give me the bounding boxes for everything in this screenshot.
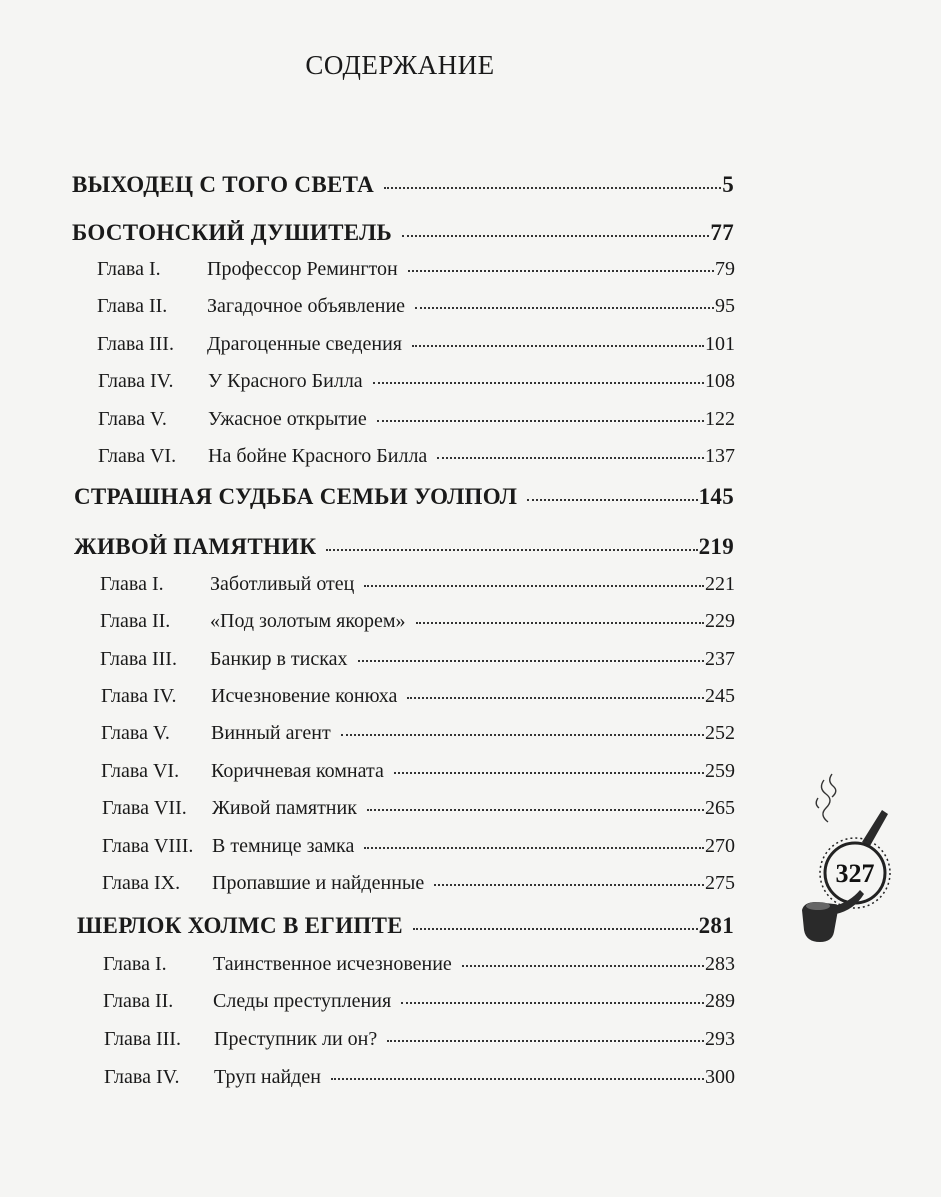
toc-chapter-entry (97, 333, 735, 356)
toc-chapter-entry (103, 990, 735, 1013)
dot-leader (326, 549, 697, 551)
toc-chapter-entry (102, 835, 735, 858)
page-number-ref: 293 (705, 1028, 735, 1050)
page-number-ref: 79 (715, 258, 735, 280)
toc-chapter-entry (98, 445, 735, 468)
toc-section-entry (72, 220, 734, 246)
chapter-label: Глава I. (103, 953, 167, 975)
toc-chapter-entry (100, 648, 735, 671)
toc-chapter-entry (101, 722, 735, 745)
page-number-ref: 259 (705, 760, 735, 782)
toc-chapter-entry (104, 1028, 735, 1051)
chapter-title: Заботливый отец (210, 573, 355, 595)
chapter-label: Глава III. (100, 648, 177, 670)
chapter-title: У Красного Билла (208, 370, 363, 392)
chapter-label: Глава VI. (98, 445, 177, 467)
chapter-title: Живой памятник (212, 797, 357, 819)
dot-leader (358, 660, 704, 662)
page-number-ref: 281 (698, 913, 734, 938)
page-number-ref: 95 (715, 295, 735, 317)
chapter-label: Глава V. (98, 408, 167, 430)
chapter-label: Глава VIII. (102, 835, 194, 857)
dot-leader (364, 847, 704, 849)
chapter-title: На бойне Красного Билла (208, 445, 428, 467)
dot-leader (434, 884, 704, 886)
chapter-title: «Под золотым якорем» (210, 610, 406, 632)
chapter-title: Винный агент (211, 722, 331, 744)
chapter-title: Загадочное объявление (207, 295, 406, 317)
chapter-title: Таинственное исчезновение (213, 953, 452, 975)
chapter-label: Глава II. (103, 990, 174, 1012)
section-title: ВЫХОДЕЦ С ТОГО СВЕТА (72, 172, 375, 197)
dot-leader (401, 1002, 704, 1004)
dot-leader (402, 235, 709, 237)
dot-leader (373, 382, 704, 384)
section-title: СТРАШНАЯ СУДЬБА СЕМЬИ УОЛПОЛ (74, 484, 518, 509)
chapter-title: В темнице замка (212, 835, 355, 857)
chapter-label: Глава VI. (101, 760, 180, 782)
chapter-title: Коричневая комната (211, 760, 384, 782)
dot-leader (462, 965, 704, 967)
chapter-title: Исчезновение конюха (211, 685, 398, 707)
page-number: 327 (835, 859, 875, 888)
chapter-label: Глава VII. (102, 797, 187, 819)
toc-chapter-entry (97, 295, 735, 318)
pipe-stem-icon (862, 810, 888, 846)
pipe-bowl-icon (802, 890, 864, 942)
dot-leader (412, 345, 704, 347)
dot-leader (415, 307, 714, 309)
page-number-ref: 5 (722, 172, 734, 197)
chapter-title: Драгоценные сведения (207, 333, 402, 355)
toc-chapter-entry (97, 258, 735, 281)
toc-section-entry (74, 484, 734, 510)
chapter-title: Ужасное открытие (208, 408, 367, 430)
page-number-ref: 229 (705, 610, 735, 632)
page-number-ref: 77 (710, 220, 734, 245)
chapter-label: Глава III. (104, 1028, 181, 1050)
chapter-title: Следы преступления (213, 990, 392, 1012)
chapter-label: Глава II. (97, 295, 168, 317)
toc-chapter-entry (98, 370, 735, 393)
toc-section-entry (77, 913, 734, 939)
dot-leader (384, 187, 721, 189)
smoke-icon (816, 774, 836, 822)
dot-leader (408, 270, 714, 272)
dot-leader (331, 1078, 704, 1080)
page-number-ref: 245 (705, 685, 735, 707)
dot-leader (527, 499, 697, 501)
dot-leader (364, 585, 704, 587)
page-number-ref: 252 (705, 722, 735, 744)
pipe-page-number-emblem (800, 770, 910, 950)
chapter-label: Глава I. (100, 573, 164, 595)
dot-leader (387, 1040, 704, 1042)
chapter-title: Преступник ли он? (214, 1028, 378, 1050)
dot-leader (394, 772, 704, 774)
toc-chapter-entry (104, 1066, 735, 1089)
page-number-ref: 275 (705, 872, 735, 894)
chapter-label: Глава IV. (104, 1066, 180, 1088)
dot-leader (437, 457, 704, 459)
page-number-ref: 283 (705, 953, 735, 975)
toc-chapter-entry (103, 953, 735, 976)
page-number-ref: 237 (705, 648, 735, 670)
dot-leader (341, 734, 704, 736)
chapter-label: Глава IV. (101, 685, 177, 707)
dot-leader (367, 809, 704, 811)
toc-section-entry (72, 172, 734, 198)
page-number-ref: 101 (705, 333, 735, 355)
chapter-label: Глава IX. (102, 872, 181, 894)
page-number-ref: 300 (705, 1066, 735, 1088)
chapter-title: Пропавшие и найденные (212, 872, 425, 894)
page-number-ref: 137 (705, 445, 735, 467)
page-number-ref: 270 (705, 835, 735, 857)
toc-chapter-entry (102, 872, 735, 895)
toc-chapter-entry (98, 408, 735, 431)
toc-chapter-entry (101, 685, 735, 708)
dot-leader (377, 420, 704, 422)
page-number-ref: 289 (705, 990, 735, 1012)
page-number-ref: 265 (705, 797, 735, 819)
toc-chapter-entry (100, 573, 735, 596)
toc-chapter-entry (101, 760, 735, 783)
section-title: ШЕРЛОК ХОЛМС В ЕГИПТЕ (77, 913, 403, 938)
toc-chapter-entry (102, 797, 735, 820)
section-title: ЖИВОЙ ПАМЯТНИК (74, 534, 317, 559)
chapter-label: Глава I. (97, 258, 161, 280)
page-number-ref: 145 (698, 484, 734, 509)
page-number-ref: 122 (705, 408, 735, 430)
chapter-title: Труп найден (214, 1066, 321, 1088)
dot-leader (416, 622, 704, 624)
page-number-ref: 221 (705, 573, 735, 595)
chapter-title: Банкир в тисках (210, 648, 348, 670)
page-title: СОДЕРЖАНИЕ (305, 50, 495, 80)
chapter-label: Глава V. (101, 722, 170, 744)
chapter-label: Глава II. (100, 610, 171, 632)
toc-section-entry (74, 534, 734, 560)
chapter-label: Глава IV. (98, 370, 174, 392)
chapter-title: Профессор Ремингтон (207, 258, 398, 280)
toc-chapter-entry (100, 610, 735, 633)
chapter-label: Глава III. (97, 333, 174, 355)
section-title: БОСТОНСКИЙ ДУШИТЕЛЬ (72, 220, 393, 245)
page-number-ref: 108 (705, 370, 735, 392)
dot-leader (413, 928, 698, 930)
dot-leader (407, 697, 704, 699)
page-number-ref: 219 (698, 534, 734, 559)
